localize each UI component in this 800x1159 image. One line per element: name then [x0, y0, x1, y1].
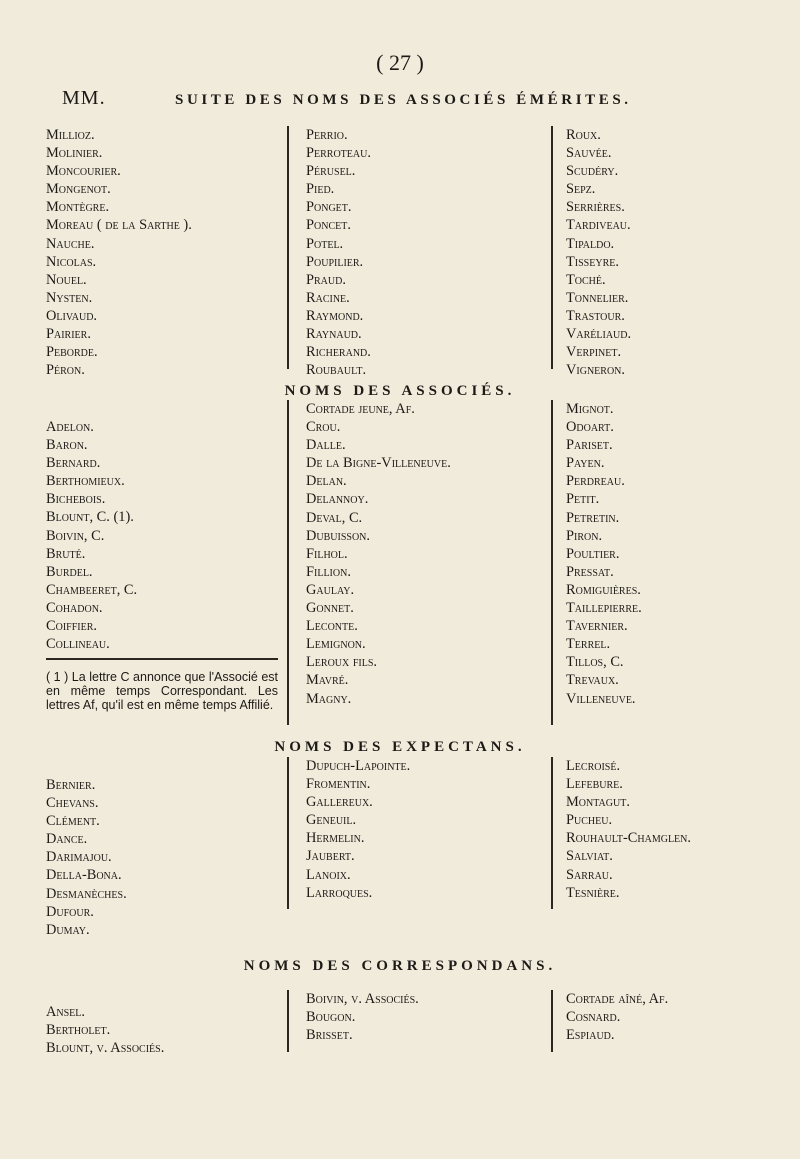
name-entry: Filhol. — [306, 545, 348, 562]
column-rule — [551, 990, 553, 1052]
name-entry: Sarrau. — [566, 866, 613, 883]
names-column — [566, 126, 631, 379]
name-entry: Odoart. — [566, 419, 614, 436]
name-entry: Trastour. — [566, 307, 625, 324]
names-column — [306, 757, 410, 902]
name-entry: Olivaud. — [46, 307, 98, 324]
name-entry: Gonnet. — [306, 600, 354, 617]
name-entry: Bernard. — [46, 455, 101, 472]
name-entry: Jaubert. — [306, 848, 355, 865]
name-entry: Villeneuve. — [566, 690, 636, 707]
name-entry: Poncet. — [306, 217, 351, 234]
names-column — [566, 400, 642, 708]
column-rule — [287, 757, 289, 909]
name-entry: Blount, C. (1). — [46, 509, 134, 526]
name-entry: Roux. — [566, 127, 601, 143]
name-entry: Pucheu. — [566, 812, 613, 829]
name-entry: Montagut. — [566, 794, 630, 811]
name-entry: Delannoy. — [306, 491, 369, 508]
name-entry: De la Bigne-Villeneuve. — [306, 455, 451, 472]
name-entry: Racine. — [306, 289, 350, 306]
name-entry: Lanoix. — [306, 866, 351, 883]
names-column — [566, 990, 668, 1044]
name-entry: Desmanèches. — [46, 885, 127, 902]
names-column — [46, 776, 127, 939]
name-entry: Tisseyre. — [566, 253, 619, 270]
name-entry: Hermelin. — [306, 830, 365, 847]
name-entry: Petit. — [566, 491, 600, 508]
name-entry: Molinier. — [46, 145, 103, 162]
name-entry: Delan. — [306, 473, 347, 490]
name-entry: Taillepierre. — [566, 600, 642, 617]
name-entry: Coiffier. — [46, 618, 97, 635]
name-entry: Tillos, C. — [566, 654, 624, 671]
names-column — [46, 418, 137, 653]
name-entry: Bruté. — [46, 545, 86, 562]
name-entry: Chevans. — [46, 795, 99, 812]
name-entry: Della-Bona. — [46, 867, 122, 884]
name-entry: Nouel. — [46, 271, 87, 288]
name-entry: Darimajou. — [46, 849, 112, 866]
name-entry: Toché. — [566, 271, 606, 288]
column-rule — [551, 757, 553, 909]
name-entry: Praud. — [306, 271, 346, 288]
name-entry: Dance. — [46, 831, 88, 848]
name-entry: Tavernier. — [566, 618, 628, 635]
name-entry: Lefebure. — [566, 776, 623, 793]
name-entry: Blount, v. Associés. — [46, 1040, 165, 1057]
name-entry: Chambeeret, C. — [46, 581, 138, 598]
name-entry: Dufour. — [46, 903, 94, 920]
name-entry: Cohadon. — [46, 599, 103, 616]
name-entry: Perroteau. — [306, 145, 371, 162]
name-entry: Bougon. — [306, 1009, 356, 1026]
name-entry: Nauche. — [46, 235, 95, 252]
name-entry: Lecroisé. — [566, 758, 621, 774]
name-entry: Montègre. — [46, 199, 110, 216]
name-entry: Pariset. — [566, 437, 613, 454]
name-entry: Nysten. — [46, 289, 93, 306]
name-entry: Mongenot. — [46, 181, 111, 198]
name-entry: Pressat. — [566, 563, 614, 580]
name-entry: Salviat. — [566, 848, 613, 865]
name-entry: Rouhault-Chamglen. — [566, 830, 691, 847]
name-entry: Sauvée. — [566, 145, 612, 162]
name-entry: Romiguières. — [566, 581, 641, 598]
name-entry: Bichebois. — [46, 491, 106, 508]
name-entry: Raymond. — [306, 307, 364, 324]
name-entry: Moncourier. — [46, 163, 121, 180]
name-entry: Péron. — [46, 362, 85, 379]
name-entry: Magny. — [306, 690, 352, 707]
name-entry: Sepz. — [566, 181, 596, 198]
name-entry: Poupilier. — [306, 253, 364, 270]
name-entry: Espiaud. — [566, 1027, 615, 1044]
name-entry: Serrières. — [566, 199, 625, 216]
name-entry: Petretin. — [566, 509, 620, 526]
name-entry: Larroques. — [306, 884, 373, 901]
name-entry: Varéliaud. — [566, 326, 632, 343]
name-entry: Perdreau. — [566, 473, 625, 490]
name-entry: Boivin, C. — [46, 527, 105, 544]
name-entry: Lemignon. — [306, 636, 366, 653]
name-entry: Dupuch-Lapointe. — [306, 758, 411, 774]
page-number: ( 27 ) — [376, 50, 424, 75]
name-entry: Adelon. — [46, 419, 94, 435]
name-entry: Dumay. — [46, 921, 90, 938]
column-rule — [551, 126, 553, 369]
section-heading-associes: NOMS DES ASSOCIÉS. — [284, 383, 516, 399]
name-entry: Gaulay. — [306, 581, 355, 598]
name-entry: Leroux fils. — [306, 654, 377, 671]
name-entry: Tesnière. — [566, 884, 620, 901]
name-entry: Terrel. — [566, 636, 611, 653]
name-entry: Bertholet. — [46, 1022, 111, 1039]
name-entry: Tardiveau. — [566, 217, 631, 234]
name-entry: Fillion. — [306, 563, 351, 580]
name-entry: Pairier. — [46, 326, 91, 343]
name-entry: Fromentin. — [306, 776, 371, 793]
name-entry: Crou. — [306, 419, 341, 436]
column-rule — [287, 126, 289, 369]
section-heading-expectans: NOMS DES EXPECTANS. — [274, 739, 526, 755]
names-column — [306, 400, 451, 708]
name-entry: Boivin, v. Associés. — [306, 991, 419, 1007]
name-entry: Brisset. — [306, 1027, 353, 1044]
footnote-rule — [46, 658, 278, 660]
name-entry: Potel. — [306, 235, 344, 252]
name-entry: Dalle. — [306, 437, 346, 454]
name-entry: Geneuil. — [306, 812, 357, 829]
names-column — [46, 126, 192, 379]
names-column — [566, 757, 691, 902]
name-entry: Pied. — [306, 181, 335, 198]
name-entry: Vigneron. — [566, 362, 625, 379]
name-entry: Cortade jeune, Af. — [306, 401, 415, 417]
name-entry: Verpinet. — [566, 344, 622, 361]
name-entry: Moreau ( de la Sarthe ). — [46, 217, 192, 234]
names-column — [306, 990, 419, 1044]
name-entry: Scudéry. — [566, 163, 619, 180]
name-entry: Richerand. — [306, 344, 371, 361]
name-entry: Ponget. — [306, 199, 352, 216]
name-entry: Berthomieux. — [46, 473, 125, 490]
name-entry: Dubuisson. — [306, 527, 370, 544]
name-entry: Pérusel. — [306, 163, 356, 180]
column-rule — [551, 400, 553, 725]
name-entry: Cortade aîné, Af. — [566, 991, 669, 1007]
name-entry: Millioz. — [46, 127, 95, 143]
column-rule — [287, 990, 289, 1052]
name-entry: Perrio. — [306, 127, 348, 143]
name-entry: Baron. — [46, 437, 88, 454]
name-entry: Poultier. — [566, 545, 620, 562]
name-entry: Bernier. — [46, 777, 96, 793]
messieurs-label: MM. — [62, 87, 106, 109]
names-column — [46, 1003, 164, 1057]
column-rule — [287, 400, 289, 725]
name-entry: Piron. — [566, 527, 603, 544]
name-entry: Peborde. — [46, 344, 98, 361]
name-entry: Cosnard. — [566, 1009, 621, 1026]
name-entry: Payen. — [566, 455, 605, 472]
name-entry: Roubault. — [306, 362, 367, 379]
name-entry: Gallereux. — [306, 794, 373, 811]
name-entry: Tipaldo. — [566, 235, 615, 252]
name-entry: Tonnelier. — [566, 289, 629, 306]
names-column — [306, 126, 371, 379]
name-entry: Trevaux. — [566, 672, 619, 689]
name-entry: Burdel. — [46, 563, 93, 580]
name-entry: Raynaud. — [306, 326, 362, 343]
name-entry: Clément. — [46, 813, 100, 830]
section-heading-emerites: SUITE DES NOMS DES ASSOCIÉS ÉMÉRITES. — [175, 92, 632, 108]
name-entry: Mavré. — [306, 672, 349, 689]
section-heading-correspondans: NOMS DES CORRESPONDANS. — [243, 958, 557, 974]
footnote: ( 1 ) La lettre C annonce que l'Associé est en même temps Correspondant. Les lettres Af, qu'il est en même temps Affilié. — [46, 670, 278, 712]
name-entry: Mignot. — [566, 401, 614, 417]
name-entry: Nicolas. — [46, 253, 97, 270]
name-entry: Deval, C. — [306, 509, 363, 526]
name-entry: Leconte. — [306, 618, 358, 635]
name-entry: Ansel. — [46, 1004, 85, 1020]
name-entry: Collineau. — [46, 636, 110, 653]
